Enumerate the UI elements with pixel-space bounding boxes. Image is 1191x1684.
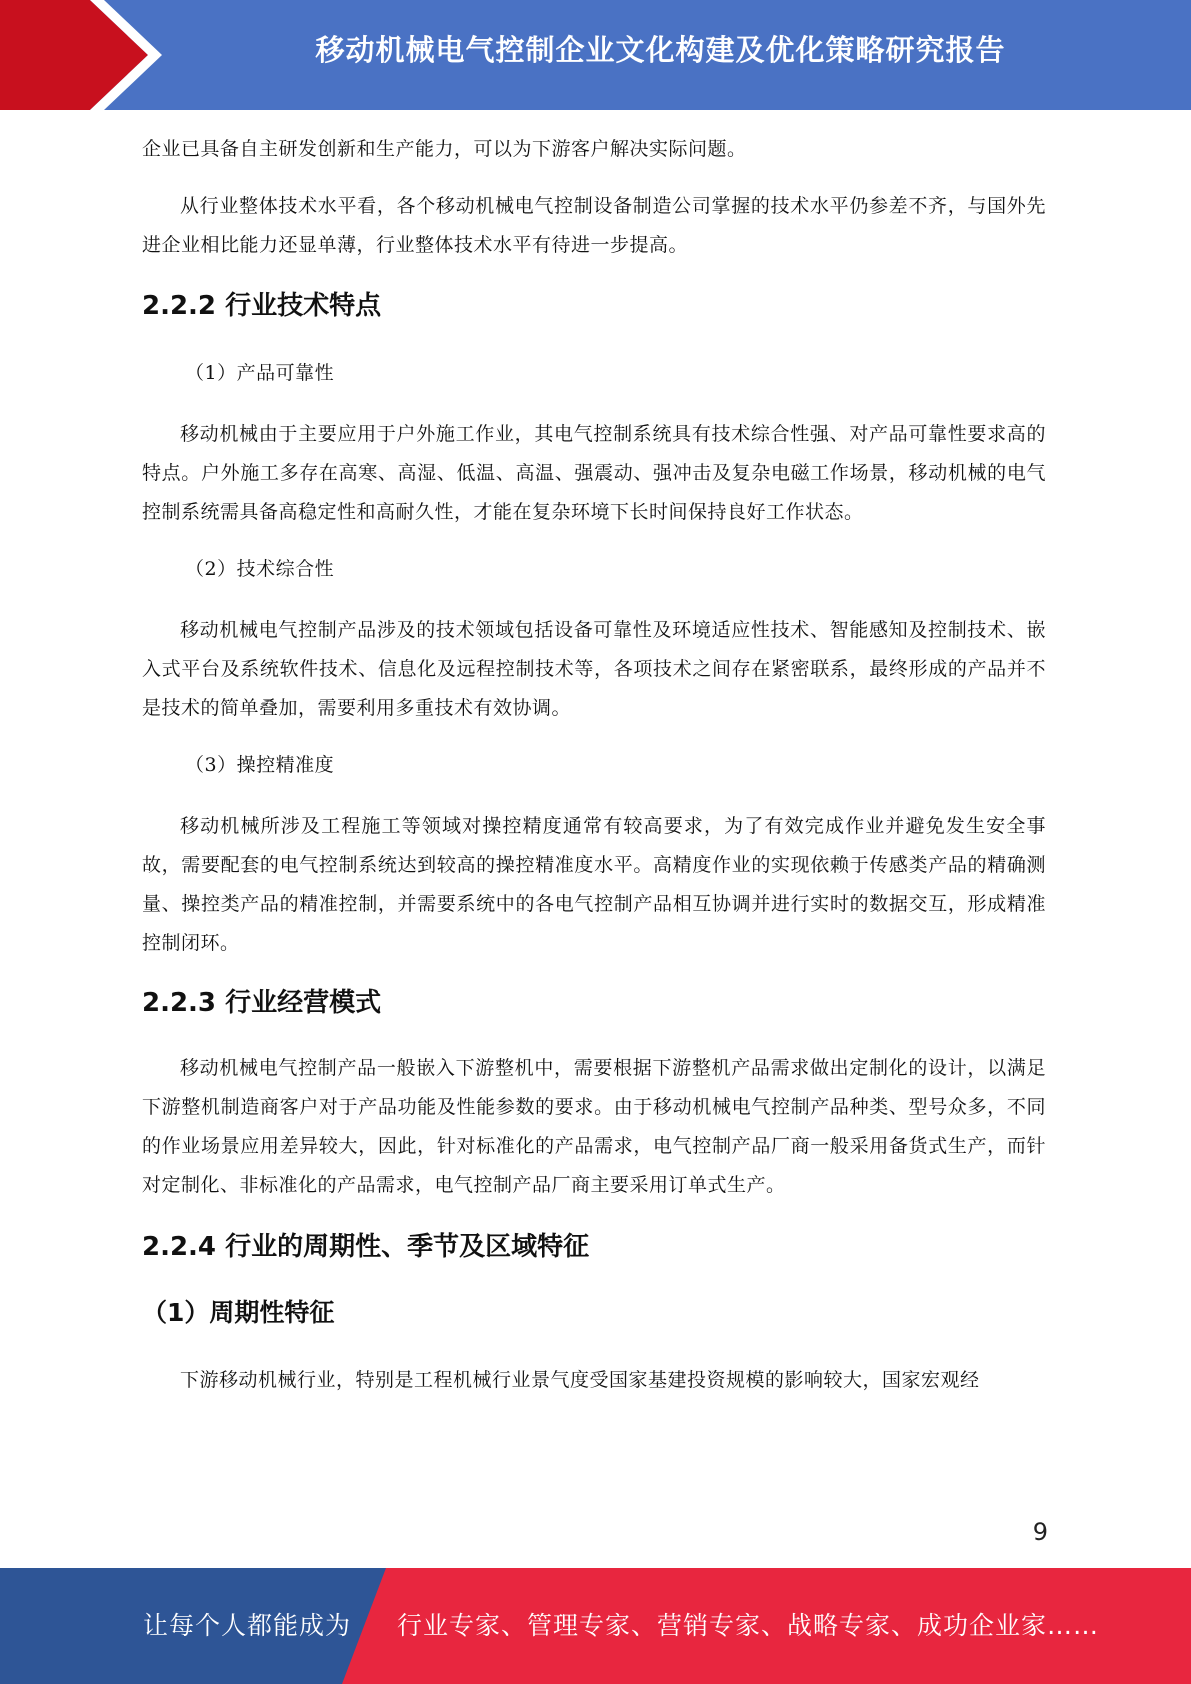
paragraph: 移动机械电气控制产品涉及的技术领域包括设备可靠性及环境适应性技术、智能感知及控制技术、嵌入式平台及系统软件技术、信息化及远程控制技术等，各项技术之间存在紧密联系，最终形成的产品并不是技术的简单叠加，需要利用多重技术有效协调。 [142,619,1046,719]
paragraph: 移动机械由于主要应用于户外施工作业，其电气控制系统具有技术综合性强、对产品可靠性要求高的特点。户外施工多存在高寒、高湿、低温、高温、强震动、强冲击及复杂电磁工作场景，移动机械的电气控制系统需具备高稳定性和高耐久性，才能在复杂环境下长时间保持良好工作状态。 [142,423,1046,523]
page-header [0,0,1191,110]
subheading: （2）技术综合性 [185,558,335,580]
paragraph: 下游移动机械行业，特别是工程机械行业景气度受国家基建投资规模的影响较大，国家宏观经 [180,1369,980,1391]
paragraph: 移动机械电气控制产品一般嵌入下游整机中，需要根据下游整机产品需求做出定制化的设计，以满足下游整机制造商客户对于产品功能及性能参数的要求。由于移动机械电气控制产品种类、型号众多，不同的作业场景应用差异较大，因此，针对标准化的产品需求，电气控制产品厂商一般采用备货式生产，而针对定制化、非标准化的产品需求，电气控制产品厂商主要采用订单式生产。 [142,1057,1046,1196]
section-heading: 2.2.4 行业的周期性、季节及区域特征 [142,1232,590,1262]
paragraph: 企业已具备自主研发创新和生产能力，可以为下游客户解决实际问题。 [142,138,747,160]
subheading: （1）产品可靠性 [185,362,335,384]
paragraph: 从行业整体技术水平看，各个移动机械电气控制设备制造公司掌握的技术水平仍参差不齐，与国外先进企业相比能力还显单薄，行业整体技术水平有待进一步提高。 [142,195,1046,256]
subsection-heading: （1）周期性特征 [142,1298,335,1327]
section-heading: 2.2.3 行业经营模式 [142,988,382,1018]
page-footer [0,1568,1191,1684]
footer-slogan-left: 让每个人都能成为 [143,1611,352,1640]
document-body [142,130,1046,1400]
paragraph: 移动机械所涉及工程施工等领域对操控精度通常有较高要求，为了有效完成作业并避免发生安全事故，需要配套的电气控制系统达到较高的操控精准度水平。高精度作业的实现依赖于传感类产品的精确测量、操控类产品的精准控制，并需要系统中的各电气控制产品相互协调并进行实时的数据交互，形成精准控制闭环。 [142,815,1046,954]
footer-slogan-right: 行业专家、管理专家、营销专家、战略专家、成功企业家…… [397,1611,1100,1640]
report-title: 移动机械电气控制企业文化构建及优化策略研究报告 [315,33,1006,67]
page-number: 9 [1032,1518,1048,1546]
section-heading: 2.2.2 行业技术特点 [142,291,382,321]
subheading: （3）操控精准度 [185,754,335,776]
